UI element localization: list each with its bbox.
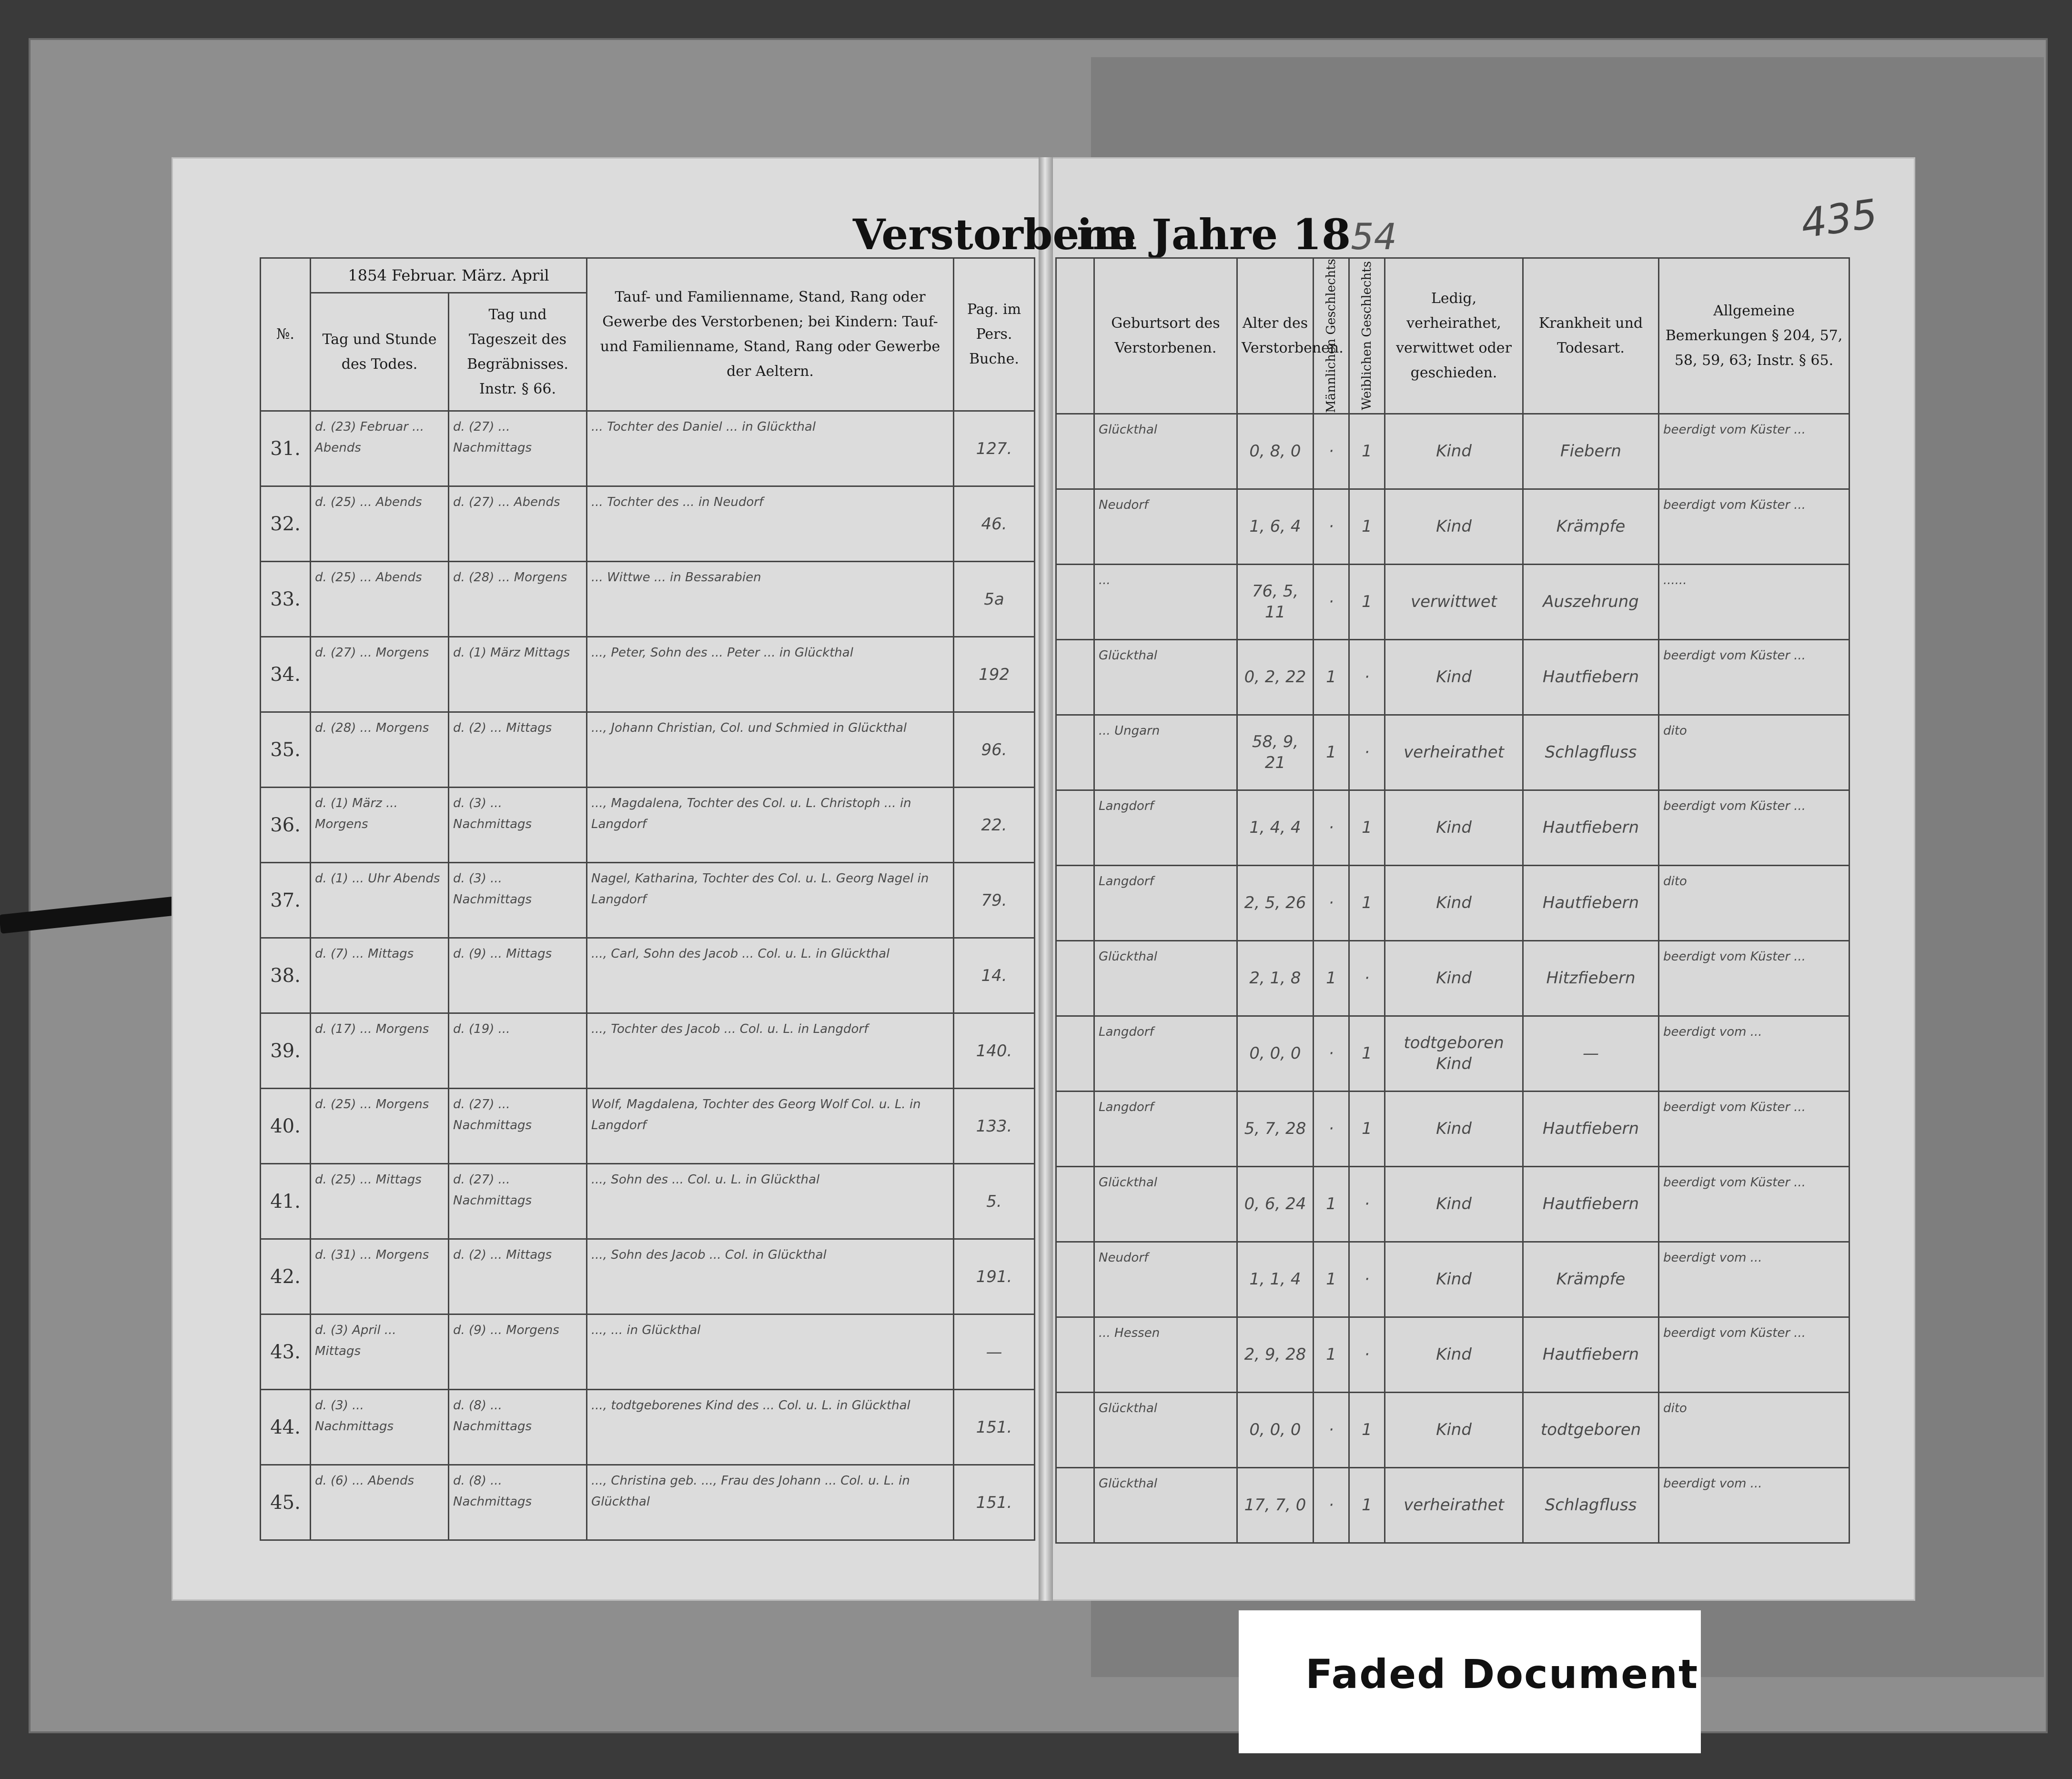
- marital-status: verheirathet: [1385, 715, 1523, 790]
- marital-status: Kind: [1385, 489, 1523, 564]
- page-reference: 191.: [954, 1239, 1035, 1314]
- female-mark: 1: [1349, 865, 1385, 940]
- birthplace: Langdorf: [1094, 1016, 1237, 1091]
- page-reference: 151.: [954, 1465, 1035, 1540]
- entry-number: 44.: [261, 1390, 311, 1465]
- birthplace: Glückthal: [1094, 639, 1237, 715]
- burial-date: d. (9) ... Morgens: [449, 1314, 587, 1390]
- female-mark: ·: [1349, 639, 1385, 715]
- right-header-row: [1056, 258, 1850, 414]
- row-spacer: [1056, 1016, 1094, 1091]
- deceased-name: Wolf, Magdalena, Tochter des Georg Wolf Col. u. L. in Langdorf: [587, 1089, 954, 1164]
- header-male: [1314, 258, 1349, 414]
- row-spacer: [1056, 790, 1094, 865]
- page-reference: —: [954, 1314, 1035, 1390]
- table-row: [261, 1239, 1035, 1314]
- male-mark: 1: [1314, 1166, 1349, 1242]
- male-mark: 1: [1314, 639, 1349, 715]
- faded-document-label: Faded Document: [1305, 1651, 1699, 1698]
- death-date: d. (25) ... Abends: [311, 486, 449, 562]
- marital-status: Kind: [1385, 1317, 1523, 1392]
- title-right: [1077, 210, 1397, 259]
- death-date: d. (7) ... Mittags: [311, 938, 449, 1013]
- table-row: [261, 863, 1035, 938]
- female-mark: 1: [1349, 1467, 1385, 1543]
- deceased-name: ... Tochter des Daniel ... in Glückthal: [587, 411, 954, 486]
- marital-status: Kind: [1385, 414, 1523, 489]
- remarks: beerdigt vom Küster ...: [1659, 1091, 1850, 1166]
- table-row: [1056, 639, 1850, 715]
- entry-number: 37.: [261, 863, 311, 938]
- marital-status: verheirathet: [1385, 1467, 1523, 1543]
- deceased-name: ..., Sohn des Jacob ... Col. in Glückthal: [587, 1239, 954, 1314]
- birthplace: ...: [1094, 564, 1237, 639]
- header-age: Alter des Verstorbenen.: [1237, 258, 1314, 414]
- illness: Hautfiebern: [1523, 865, 1659, 940]
- birthplace: Langdorf: [1094, 790, 1237, 865]
- female-mark: 1: [1349, 1091, 1385, 1166]
- death-date: d. (6) ... Abends: [311, 1465, 449, 1540]
- marital-status: Kind: [1385, 639, 1523, 715]
- register-right-table: [1055, 257, 1850, 1544]
- burial-date: d. (27) ... Nachmittags: [449, 1089, 587, 1164]
- birthplace: Langdorf: [1094, 865, 1237, 940]
- remarks: beerdigt vom Küster ...: [1659, 1166, 1850, 1242]
- table-row: [261, 788, 1035, 863]
- burial-date: d. (2) ... Mittags: [449, 1239, 587, 1314]
- page-reference: 127.: [954, 411, 1035, 486]
- page-reference: 5a: [954, 562, 1035, 637]
- burial-date: d. (9) ... Mittags: [449, 938, 587, 1013]
- illness: Krämpfe: [1523, 489, 1659, 564]
- age: 1, 4, 4: [1237, 790, 1314, 865]
- header-female-text: Weiblichen Geschlechts: [1360, 261, 1374, 411]
- male-mark: ·: [1314, 1091, 1349, 1166]
- row-spacer: [1056, 715, 1094, 790]
- death-date: d. (17) ... Morgens: [311, 1013, 449, 1089]
- birthplace: Glückthal: [1094, 940, 1237, 1016]
- folio-number: 435: [1798, 190, 1880, 247]
- header-spacer: [1056, 258, 1094, 414]
- illness: Hautfiebern: [1523, 790, 1659, 865]
- male-mark: 1: [1314, 715, 1349, 790]
- remarks: ......: [1659, 564, 1850, 639]
- death-date: d. (25) ... Abends: [311, 562, 449, 637]
- remarks: beerdigt vom ...: [1659, 1467, 1850, 1543]
- remarks: beerdigt vom Küster ...: [1659, 940, 1850, 1016]
- header-female: [1349, 258, 1385, 414]
- page-reference: 22.: [954, 788, 1035, 863]
- table-row: [1056, 1467, 1850, 1543]
- male-mark: ·: [1314, 865, 1349, 940]
- row-spacer: [1056, 1317, 1094, 1392]
- table-row: [1056, 414, 1850, 489]
- title-right-text: im Jahre 18: [1077, 210, 1351, 259]
- entry-number: 36.: [261, 788, 311, 863]
- burial-date: d. (3) ... Nachmittags: [449, 863, 587, 938]
- row-spacer: [1056, 1242, 1094, 1317]
- burial-date: d. (3) ... Nachmittags: [449, 788, 587, 863]
- page-reference: 133.: [954, 1089, 1035, 1164]
- table-row: [1056, 940, 1850, 1016]
- illness: Hautfiebern: [1523, 1166, 1659, 1242]
- marital-status: todtgeboren Kind: [1385, 1016, 1523, 1091]
- marital-status: Kind: [1385, 1242, 1523, 1317]
- table-row: [261, 1013, 1035, 1089]
- row-spacer: [1056, 639, 1094, 715]
- deceased-name: Nagel, Katharina, Tochter des Col. u. L. Georg Nagel in Langdorf: [587, 863, 954, 938]
- illness: Hitzfiebern: [1523, 940, 1659, 1016]
- age: 5, 7, 28: [1237, 1091, 1314, 1166]
- row-spacer: [1056, 489, 1094, 564]
- entry-number: 40.: [261, 1089, 311, 1164]
- table-row: [261, 411, 1035, 486]
- death-date: d. (23) Februar ... Abends: [311, 411, 449, 486]
- female-mark: 1: [1349, 564, 1385, 639]
- row-spacer: [1056, 1091, 1094, 1166]
- header-burial: Tag und Tageszeit des Begräbnisses. Instr. § 66.: [467, 306, 568, 397]
- male-mark: ·: [1314, 564, 1349, 639]
- female-mark: ·: [1349, 940, 1385, 1016]
- title-year-suffix: 54: [1351, 215, 1397, 258]
- deceased-name: ..., Magdalena, Tochter des Col. u. L. Christoph ... in Langdorf: [587, 788, 954, 863]
- burial-date: d. (27) ... Abends: [449, 486, 587, 562]
- death-date: d. (3) April ... Mittags: [311, 1314, 449, 1390]
- table-row: [261, 712, 1035, 788]
- header-death: Tag und Stunde des Todes.: [311, 293, 449, 410]
- female-mark: ·: [1349, 1166, 1385, 1242]
- header-dates: [311, 258, 587, 411]
- title-left: Verstorbene: [853, 210, 1137, 259]
- female-mark: 1: [1349, 489, 1385, 564]
- deceased-name: ... Tochter des ... in Neudorf: [587, 486, 954, 562]
- death-date: d. (31) ... Morgens: [311, 1239, 449, 1314]
- female-mark: ·: [1349, 1317, 1385, 1392]
- age: 17, 7, 0: [1237, 1467, 1314, 1543]
- female-mark: 1: [1349, 1392, 1385, 1467]
- birthplace: Neudorf: [1094, 1242, 1237, 1317]
- table-row: [1056, 1392, 1850, 1467]
- header-status: Ledig, verheirathet, verwittwet oder geschieden.: [1385, 258, 1523, 414]
- death-date: d. (25) ... Mittags: [311, 1164, 449, 1239]
- table-row: [261, 1465, 1035, 1540]
- age: 0, 2, 22: [1237, 639, 1314, 715]
- entry-number: 38.: [261, 938, 311, 1013]
- table-row: [1056, 1166, 1850, 1242]
- marital-status: Kind: [1385, 1392, 1523, 1467]
- birthplace: Langdorf: [1094, 1091, 1237, 1166]
- table-row: [261, 1314, 1035, 1390]
- page-reference: 14.: [954, 938, 1035, 1013]
- death-date: d. (3) ... Nachmittags: [311, 1390, 449, 1465]
- remarks: dito: [1659, 715, 1850, 790]
- entry-number: 34.: [261, 637, 311, 712]
- death-date: d. (28) ... Morgens: [311, 712, 449, 788]
- header-illness: Krankheit und Todesart.: [1523, 258, 1659, 414]
- remarks: beerdigt vom Küster ...: [1659, 489, 1850, 564]
- row-spacer: [1056, 940, 1094, 1016]
- entry-number: 39.: [261, 1013, 311, 1089]
- illness: Auszehrung: [1523, 564, 1659, 639]
- row-spacer: [1056, 564, 1094, 639]
- birthplace: Glückthal: [1094, 414, 1237, 489]
- remarks: dito: [1659, 1392, 1850, 1467]
- illness: Fiebern: [1523, 414, 1659, 489]
- age: 1, 6, 4: [1237, 489, 1314, 564]
- male-mark: ·: [1314, 1016, 1349, 1091]
- age: 58, 9, 21: [1237, 715, 1314, 790]
- burial-date: d. (28) ... Morgens: [449, 562, 587, 637]
- male-mark: ·: [1314, 414, 1349, 489]
- male-mark: 1: [1314, 1317, 1349, 1392]
- burial-date: d. (1) März Mittags: [449, 637, 587, 712]
- header-date-top: 1854 Februar. März. April: [311, 259, 586, 293]
- table-row: [261, 1164, 1035, 1239]
- row-spacer: [1056, 865, 1094, 940]
- illness: Krämpfe: [1523, 1242, 1659, 1317]
- entry-number: 43.: [261, 1314, 311, 1390]
- remarks: beerdigt vom Küster ...: [1659, 1317, 1850, 1392]
- birthplace: ... Ungarn: [1094, 715, 1237, 790]
- remarks: dito: [1659, 865, 1850, 940]
- burial-date: d. (27) ... Nachmittags: [449, 411, 587, 486]
- age: 2, 9, 28: [1237, 1317, 1314, 1392]
- deceased-name: ..., todtgeborenes Kind des ... Col. u. L. in Glückthal: [587, 1390, 954, 1465]
- illness: Hautfiebern: [1523, 1091, 1659, 1166]
- header-birthplace: Geburtsort des Verstorbenen.: [1094, 258, 1237, 414]
- male-mark: ·: [1314, 489, 1349, 564]
- birthplace: Glückthal: [1094, 1166, 1237, 1242]
- header-nr: №.: [261, 258, 311, 411]
- age: 0, 0, 0: [1237, 1016, 1314, 1091]
- remarks: beerdigt vom ...: [1659, 1016, 1850, 1091]
- remarks: beerdigt vom Küster ...: [1659, 414, 1850, 489]
- entry-number: 33.: [261, 562, 311, 637]
- deceased-name: ... Wittwe ... in Bessarabien: [587, 562, 954, 637]
- burial-date: d. (27) ... Nachmittags: [449, 1164, 587, 1239]
- table-row: [1056, 564, 1850, 639]
- table-row: [261, 938, 1035, 1013]
- female-mark: 1: [1349, 790, 1385, 865]
- table-row: [261, 1089, 1035, 1164]
- page-reference: 46.: [954, 486, 1035, 562]
- death-date: d. (1) ... Uhr Abends: [311, 863, 449, 938]
- deceased-name: ..., Sohn des ... Col. u. L. in Glückthal: [587, 1164, 954, 1239]
- page-reference: 96.: [954, 712, 1035, 788]
- age: 0, 6, 24: [1237, 1166, 1314, 1242]
- male-mark: ·: [1314, 1467, 1349, 1543]
- marital-status: Kind: [1385, 1091, 1523, 1166]
- age: 1, 1, 4: [1237, 1242, 1314, 1317]
- row-spacer: [1056, 414, 1094, 489]
- birthplace: Glückthal: [1094, 1467, 1237, 1543]
- row-spacer: [1056, 1166, 1094, 1242]
- entry-number: 31.: [261, 411, 311, 486]
- remarks: beerdigt vom ...: [1659, 1242, 1850, 1317]
- table-row: [1056, 489, 1850, 564]
- book-gutter: [1039, 157, 1053, 1601]
- left-header-row: [261, 258, 1035, 411]
- burial-date: d. (19) ...: [449, 1013, 587, 1089]
- female-mark: 1: [1349, 1016, 1385, 1091]
- age: 76, 5, 11: [1237, 564, 1314, 639]
- male-mark: 1: [1314, 1242, 1349, 1317]
- marital-status: Kind: [1385, 1166, 1523, 1242]
- entry-number: 35.: [261, 712, 311, 788]
- table-row: [1056, 1016, 1850, 1091]
- marital-status: Kind: [1385, 865, 1523, 940]
- illness: Schlagfluss: [1523, 715, 1659, 790]
- page-reference: 151.: [954, 1390, 1035, 1465]
- male-mark: 1: [1314, 940, 1349, 1016]
- illness: Schlagfluss: [1523, 1467, 1659, 1543]
- table-row: [1056, 790, 1850, 865]
- marital-status: Kind: [1385, 940, 1523, 1016]
- death-date: d. (25) ... Morgens: [311, 1089, 449, 1164]
- remarks: beerdigt vom Küster ...: [1659, 790, 1850, 865]
- table-row: [1056, 1242, 1850, 1317]
- entry-number: 32.: [261, 486, 311, 562]
- birthplace: Glückthal: [1094, 1392, 1237, 1467]
- burial-date: d. (2) ... Mittags: [449, 712, 587, 788]
- table-row: [1056, 1091, 1850, 1166]
- burial-date: d. (8) ... Nachmittags: [449, 1465, 587, 1540]
- header-remarks: Allgemeine Bemerkungen § 204, 57, 58, 59, 63; Instr. § 65.: [1659, 258, 1850, 414]
- entry-number: 41.: [261, 1164, 311, 1239]
- page-reference: 192: [954, 637, 1035, 712]
- death-date: d. (27) ... Morgens: [311, 637, 449, 712]
- page-reference: 79.: [954, 863, 1035, 938]
- female-mark: 1: [1349, 414, 1385, 489]
- birthplace: ... Hessen: [1094, 1317, 1237, 1392]
- marital-status: verwittwet: [1385, 564, 1523, 639]
- female-mark: ·: [1349, 715, 1385, 790]
- male-mark: ·: [1314, 1392, 1349, 1467]
- deceased-name: ..., Carl, Sohn des Jacob ... Col. u. L. in Glückthal: [587, 938, 954, 1013]
- register-left-table: [260, 257, 1035, 1541]
- illness: Hautfiebern: [1523, 1317, 1659, 1392]
- table-row: [1056, 715, 1850, 790]
- deceased-name: ..., Christina geb. ..., Frau des Johann ... Col. u. L. in Glückthal: [587, 1465, 954, 1540]
- header-male-text: Männlichen Geschlechts: [1324, 259, 1338, 413]
- deceased-name: ..., Tochter des Jacob ... Col. u. L. in Langdorf: [587, 1013, 954, 1089]
- age: 2, 1, 8: [1237, 940, 1314, 1016]
- marital-status: Kind: [1385, 790, 1523, 865]
- entry-number: 42.: [261, 1239, 311, 1314]
- male-mark: ·: [1314, 790, 1349, 865]
- table-row: [1056, 1317, 1850, 1392]
- table-row: [261, 637, 1035, 712]
- table-row: [261, 1390, 1035, 1465]
- remarks: beerdigt vom Küster ...: [1659, 639, 1850, 715]
- illness: todtgeboren: [1523, 1392, 1659, 1467]
- entry-number: 45.: [261, 1465, 311, 1540]
- row-spacer: [1056, 1467, 1094, 1543]
- deceased-name: ..., ... in Glückthal: [587, 1314, 954, 1390]
- page-reference: 140.: [954, 1013, 1035, 1089]
- age: 0, 8, 0: [1237, 414, 1314, 489]
- illness: —: [1523, 1016, 1659, 1091]
- table-row: [261, 486, 1035, 562]
- death-date: d. (1) März ... Morgens: [311, 788, 449, 863]
- age: 0, 0, 0: [1237, 1392, 1314, 1467]
- deceased-name: ..., Peter, Sohn des ... Peter ... in Glückthal: [587, 637, 954, 712]
- age: 2, 5, 26: [1237, 865, 1314, 940]
- burial-date: d. (8) ... Nachmittags: [449, 1390, 587, 1465]
- row-spacer: [1056, 1392, 1094, 1467]
- table-row: [261, 562, 1035, 637]
- header-pag: Pag. im Pers. Buche.: [954, 258, 1035, 411]
- table-row: [1056, 865, 1850, 940]
- page-reference: 5.: [954, 1164, 1035, 1239]
- header-names: Tauf- und Familienname, Stand, Rang oder Gewerbe des Verstorbenen; bei Kindern: Tauf- und Familienname, Stand, Rang oder Gewerbe der Aeltern.: [587, 258, 954, 411]
- birthplace: Neudorf: [1094, 489, 1237, 564]
- deceased-name: ..., Johann Christian, Col. und Schmied in Glückthal: [587, 712, 954, 788]
- illness: Hautfiebern: [1523, 639, 1659, 715]
- female-mark: ·: [1349, 1242, 1385, 1317]
